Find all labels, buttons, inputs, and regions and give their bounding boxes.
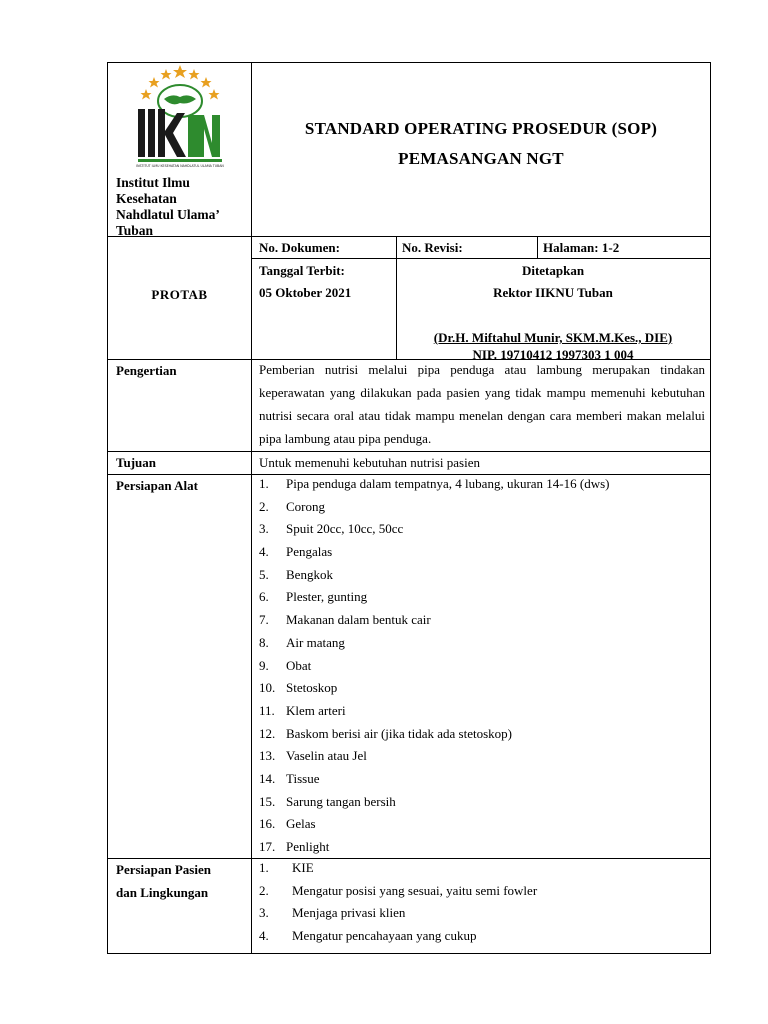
tujuan-text: Untuk memenuhi kebutuhan nutrisi pasien	[259, 455, 480, 470]
list-item: 2. Mengatur posisi yang sesuai, yaitu semi fowler	[259, 882, 538, 898]
list-item: 3. Spuit 20cc, 10cc, 50cc	[259, 521, 404, 537]
list-item: 4. Mengatur pencahayaan yang cukup	[259, 928, 477, 944]
list-item: 10. Stetoskop	[259, 680, 338, 696]
pengertian-text: Pemberian nutrisi melalui pipa penduga atau lambung merupakan tindakan keperawatan yang dilakukan pada pasien yang tidak mampu memenuhi kebutuhan nutrisi secara oral atau tidak mampu menelan dengan cara memberi makan melalui pipa lambung atau pipa penduga.	[259, 362, 705, 446]
institution-line: Tuban	[116, 223, 154, 238]
issue-date-label: Tanggal Terbit:	[259, 263, 345, 278]
list-item: 16. Gelas	[259, 816, 316, 832]
row-divider	[251, 258, 710, 259]
list-item: 1. KIE	[259, 860, 314, 875]
column-divider	[537, 236, 538, 258]
logo-caption: INSTITUT ILMU KESEHATAN NAHDLATUL ULAMA TUBAN	[136, 164, 224, 168]
document-number-label: No. Dokumen:	[259, 240, 340, 255]
list-item: 11. Klem arteri	[259, 702, 346, 718]
pasien-label-line2: dan Lingkungan	[116, 885, 209, 900]
alat-label: Persiapan Alat	[116, 478, 198, 493]
list-item: 2. Corong	[259, 498, 325, 514]
document-subtitle: PEMASANGAN NGT	[398, 149, 564, 168]
institution-line: Kesehatan	[116, 191, 177, 206]
list-item: 15. Sarung tangan bersih	[259, 793, 396, 809]
issue-date-value: 05 Oktober 2021	[259, 285, 352, 300]
list-item: 4. Pengalas	[259, 544, 333, 560]
rector-title: Rektor IIKNU Tuban	[493, 285, 613, 300]
list-item: 13. Vaselin atau Jel	[259, 748, 367, 764]
institution-logo	[130, 63, 230, 168]
row-divider	[108, 451, 710, 452]
list-item: 14. Tissue	[259, 770, 320, 786]
pasien-list	[259, 857, 705, 948]
signatory-name: (Dr.H. Miftahul Munir, SKM.M.Kes., DIE)	[433, 330, 673, 345]
list-item: 1. Pipa penduga dalam tempatnya, 4 lubang, ukuran 14-16 (dws)	[259, 476, 610, 491]
ditetapkan-label: Ditetapkan	[521, 263, 585, 278]
institution-line: Institut Ilmu	[116, 175, 190, 190]
revision-label: No. Revisi:	[402, 240, 463, 255]
list-item: 7. Makanan dalam bentuk cair	[259, 612, 431, 628]
list-item: 6. Plester, gunting	[259, 589, 368, 605]
list-item: 3. Menjaga privasi klien	[259, 905, 406, 921]
pasien-label-line1: Persiapan Pasien	[116, 862, 211, 877]
page-label: Halaman: 1-2	[543, 240, 620, 255]
list-item: 9. Obat	[259, 657, 312, 673]
tujuan-label: Tujuan	[116, 455, 156, 470]
alat-list	[259, 473, 705, 859]
list-item: 17. Penlight	[259, 839, 330, 854]
pengertian-label: Pengertian	[116, 363, 177, 378]
list-item: 8. Air matang	[259, 634, 345, 650]
signatory-nip: NIP. 19710412 1997303 1 004	[472, 347, 634, 362]
protab-label: PROTAB	[151, 287, 208, 302]
document-title: STANDARD OPERATING PROSEDUR (SOP)	[304, 119, 658, 138]
institution-line: Nahdlatul Ulama’	[116, 207, 220, 222]
list-item: 12. Baskom berisi air (jika tidak ada stetoskop)	[259, 725, 513, 741]
sop-document	[107, 62, 711, 954]
list-item: 5. Bengkok	[259, 566, 333, 582]
institution-name	[116, 175, 256, 239]
